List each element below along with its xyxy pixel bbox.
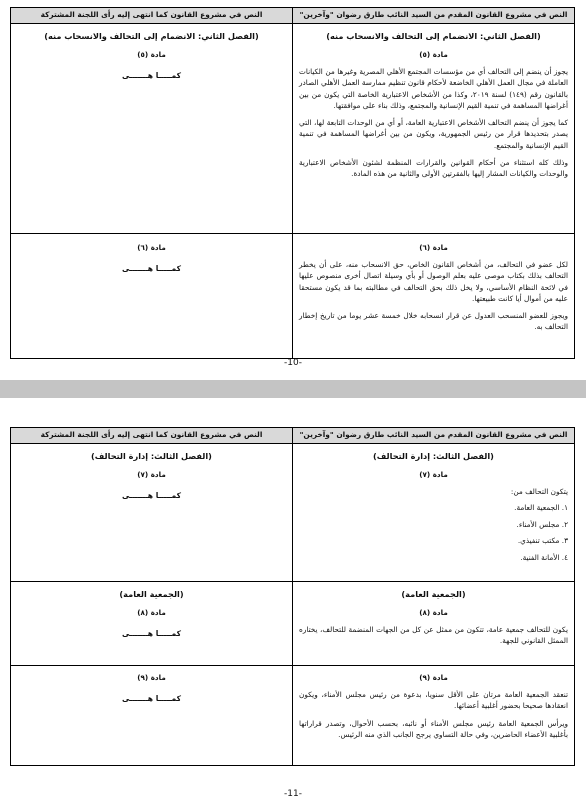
header-proposed-text: النص في مشروع القانون المقدم من السيد النائب طارق رضوان "وآخرين" <box>293 428 575 444</box>
article-paragraph: يكون للتحالف جمعية عامة، تتكون من ممثل عن كل من الجهات المنضمة للتحالف، يختاره الممثل القانوني للجهة. <box>299 625 568 646</box>
article-title: مادة (٦) <box>137 243 166 252</box>
table-header-row <box>11 8 575 24</box>
comparison-table <box>10 427 575 766</box>
article-title: مادة (٧) <box>419 470 448 479</box>
table-row <box>11 582 575 666</box>
chapter-title: (الجمعية العامة) <box>119 589 184 599</box>
page-separator <box>0 380 586 398</box>
document-page-11 <box>0 398 586 807</box>
chapter-title: (الفصل الثاني: الانضمام إلى التحالف والانسحاب منه) <box>44 31 259 41</box>
proposed-cell <box>293 582 575 666</box>
table-row <box>11 444 575 582</box>
list-item: ٣. مكتب تنفيذي. <box>517 536 568 546</box>
chapter-title: (الفصل الثالث: إدارة التحالف) <box>91 451 212 461</box>
article-title: مادة (٥) <box>137 50 166 59</box>
page-number: -10- <box>284 358 302 368</box>
components-list <box>299 503 568 563</box>
as-is-note: كمـــــا هـــــــى <box>121 629 182 638</box>
as-is-note: كمـــــا هـــــــى <box>121 694 182 703</box>
header-committee-text: النص في مشروع القانون كما انتهى إليه رأى اللجنة المشتركة <box>11 8 293 24</box>
proposed-cell <box>293 24 575 234</box>
committee-cell <box>11 582 293 666</box>
table-row <box>11 234 575 359</box>
article-paragraph: وذلك كله استثناء من أحكام القوانين والقرارات المنظمة لشئون الأشخاص الاعتبارية والوحدات والكيانات المشار إليها بالفقرتين الأولى والثانية من هذه المادة. <box>299 158 568 179</box>
list-item: ١. الجمعية العامة. <box>514 503 568 513</box>
page-number: -11- <box>284 789 302 799</box>
table-row <box>11 666 575 766</box>
as-is-note: كمـــــا هـــــــى <box>121 71 182 80</box>
proposed-cell <box>293 444 575 582</box>
chapter-title: (الجمعية العامة) <box>401 589 466 599</box>
article-paragraph: ويجوز للعضو المنسحب العدول عن قرار انسحابه خلال خمسة عشر يوما من تاريخ إخطار التحالف به. <box>299 311 568 332</box>
proposed-cell <box>293 666 575 766</box>
article-title: مادة (٨) <box>137 608 166 617</box>
article-paragraph: تنعقد الجمعية العامة مرتان على الأقل سنويا، بدعوة من رئيس مجلس الأمناء، ويكون انعقادها صحيحا بحضور أغلبية أعضائها. <box>299 690 568 711</box>
article-paragraph: يجوز أن ينضم إلى التحالف أي من مؤسسات المجتمع الأهلي المصرية وغيرها من الكيانات العاملة في مجال العمل الأهلي الخاضعة لأحكام قانون تنظيم ممارسة العمل الأهلي الصادر بالقانون رقم (١٤٩) لسنة ٢٠١٩، وكذا من الأشخاص الاعتبارية الخاصة التي يكون من بين أغراضها المساهمة في تنمية القيم الإنسانية والمجتمع، وذلك بناء على موافقتها. <box>299 67 568 110</box>
article-title: مادة (٧) <box>137 470 166 479</box>
as-is-note: كمـــــا هـــــــى <box>121 491 182 500</box>
article-title: مادة (٩) <box>419 673 448 682</box>
article-title: مادة (٨) <box>419 608 448 617</box>
committee-cell <box>11 444 293 582</box>
document-page-10 <box>0 0 586 380</box>
list-item: ٤. الأمانة الفنية. <box>520 553 568 563</box>
list-item: ٢. مجلس الأمناء. <box>516 519 568 529</box>
article-paragraph: كما يجوز أن ينضم التحالف الأشخاص الاعتبارية العامة، أو أي من الوحدات التابعة لها، التي يصدر بتحديدها قرار من رئيس الجمهورية، ويكون من بين أغراضها المساهمة في تنمية القيم الإنسانية والمجتمع. <box>299 118 568 150</box>
chapter-title: (الفصل الثاني: الانضمام إلى التحالف والانسحاب منه) <box>326 31 541 41</box>
article-paragraph: ويرأس الجمعية العامة رئيس مجلس الأمناء أو نائبه، بحسب الأحوال، وتصدر قراراتها بأغلبية الأعضاء الحاضرين، وفي حالة التساوي يرجح الجانب الذي منه الرئيس. <box>299 718 568 739</box>
chapter-title: (الفصل الثالث: إدارة التحالف) <box>373 451 494 461</box>
as-is-note: كمـــــا هـــــــى <box>121 264 182 273</box>
committee-cell <box>11 24 293 234</box>
article-title: مادة (٦) <box>419 243 448 252</box>
table-row <box>11 24 575 234</box>
comparison-table <box>10 7 575 359</box>
article-title: مادة (٩) <box>137 673 166 682</box>
committee-cell <box>11 234 293 359</box>
table-header-row <box>11 428 575 444</box>
article-paragraph: يتكون التحالف من: <box>510 487 568 496</box>
header-proposed-text: النص في مشروع القانون المقدم من السيد النائب طارق رضوان "وآخرين" <box>293 8 575 24</box>
article-title: مادة (٥) <box>419 50 448 59</box>
header-committee-text: النص في مشروع القانون كما انتهى إليه رأى اللجنة المشتركة <box>11 428 293 444</box>
committee-cell <box>11 666 293 766</box>
article-paragraph: لكل عضو في التحالف، من أشخاص القانون الخاص، حق الانسحاب منه، على أن يخطر التحالف بذلك بكتاب موصى عليه بعلم الوصول أو بأي وسيلة اتصال أخرى منصوص عليها في لائحة النظام الأساسي، ولا يخل ذلك بحق التحالف في مطالبته بما قد يكون مستحقا عليه من أموال أيا كانت طبيعتها. <box>299 260 568 303</box>
proposed-cell <box>293 234 575 359</box>
